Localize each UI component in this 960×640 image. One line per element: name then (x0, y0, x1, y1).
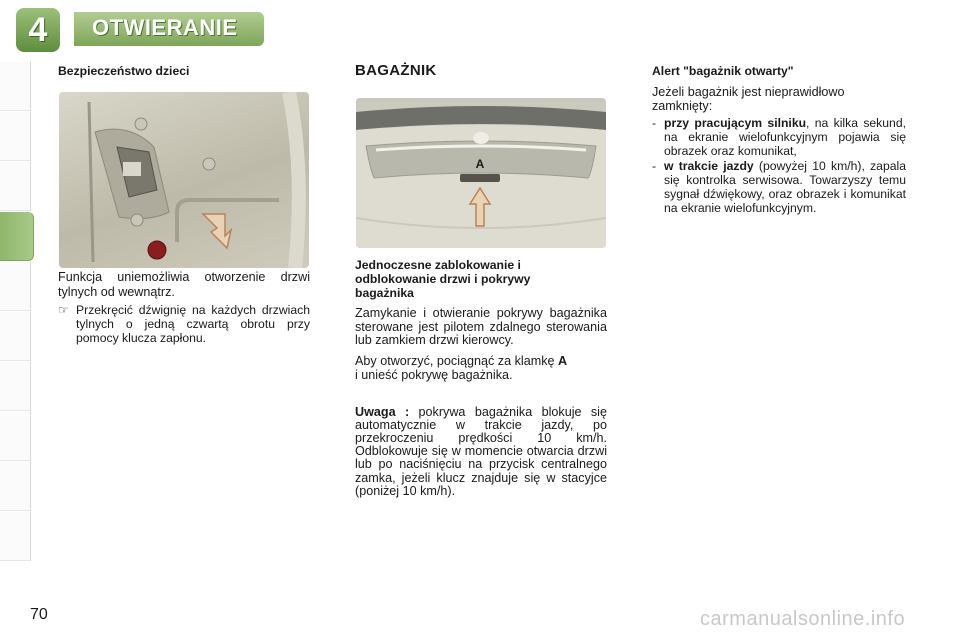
dash-marker: - (652, 159, 657, 173)
page-header (0, 0, 960, 56)
arrow-icon (203, 214, 231, 248)
note-label: Uwaga : (355, 404, 410, 419)
page-title: OTWIERANIE (92, 15, 238, 40)
note-text: pokrywa bagażnika blokuje się automatycznie w trakcie jazdy, po przekroczeniu prędkości 10 km/h. Odblokowuje się w momencie otwarcia drzwi lub po naciśnięciu na przycisk centralnego zamka, jeżeli klucz znajduje się w stacyjce (poniżej 10 km/h). (355, 404, 607, 498)
trunk-illustration (356, 98, 606, 248)
alert-item-driving (652, 159, 906, 215)
trunk-para2 (355, 354, 607, 382)
door-lock-illustration (59, 92, 309, 268)
trunk-para2-pre: Aby otworzyć, pociągnąć za klamkę (355, 353, 558, 368)
child-safety-intro: Funkcja uniemożliwia otworzenie drzwi tylnych od wewnątrz. (58, 270, 310, 299)
trunk-subheading: Jednoczesne zablokowanie i odblokowanie drzwi i pokrywy bagażnika (355, 258, 531, 300)
side-tab[interactable] (0, 462, 31, 511)
alert-item-engine-running (652, 116, 906, 158)
trunk-photo (356, 98, 606, 248)
trunk-para1: Zamykanie i otwieranie pokrywy bagażnika sterowane jest pilotem zdalnego sterowania lub zamkiem drzwi kierowcy. (355, 306, 607, 347)
column-trunk-alert (652, 64, 906, 215)
trunk-para2-post: i unieść pokrywę bagażnika. (355, 367, 513, 382)
child-safety-bullet (58, 303, 310, 345)
trunk-alert-intro: Jeżeli bagażnik jest nieprawidłowo zamknięty: (652, 85, 845, 113)
side-tab[interactable] (0, 312, 31, 361)
dash-marker: - (652, 116, 657, 130)
trunk-heading: BAGAŻNIK (355, 62, 437, 79)
alert-item-bold: w trakcie jazdy (664, 159, 754, 173)
watermark: carmanualsonline.info (700, 608, 906, 630)
chapter-number: 4 (28, 10, 48, 49)
trunk-alert-heading: Alert "bagażnik otwarty" (652, 64, 794, 78)
child-safety-heading: Bezpieczeństwo dzieci (58, 64, 190, 78)
side-tab-active[interactable] (0, 212, 34, 261)
alert-item-text (664, 116, 906, 158)
side-tab[interactable] (0, 112, 31, 161)
door-lock-photo (59, 92, 309, 268)
side-tab[interactable] (0, 512, 31, 561)
handle-label: A (475, 157, 485, 171)
alert-item-bold: przy pracującym silniku (664, 116, 807, 130)
alert-item-body: (powyżej 10 km/h), zapala się kontrolka serwisowa. Towarzyszy temu sygnał dźwiękowy, oraz obrazek i komunikat na ekranie wielofunkcyjnym. (664, 159, 906, 215)
side-tab[interactable] (0, 62, 31, 111)
child-safety-bullet-text: Przekręcić dźwignię na każdych drzwiach tylnych o jedną czwartą obrotu przy pomocy klucza zapłonu. (76, 303, 310, 345)
alert-item-body: , na kilka sekund, na ekranie wielofunkcyjnym pojawia się obrazek oraz komunikat, (664, 116, 906, 158)
side-tab[interactable] (0, 262, 31, 311)
side-tab[interactable] (0, 362, 31, 411)
side-tab[interactable] (0, 412, 31, 461)
handle-label-ref: A (558, 353, 568, 368)
side-tab-rail (0, 62, 34, 582)
side-tab[interactable] (0, 162, 31, 211)
trunk-note (355, 406, 607, 498)
pointing-hand-icon: ☞ (58, 303, 69, 317)
page-number: 70 (30, 606, 48, 623)
chapter-badge (16, 8, 60, 52)
alert-item-text (664, 159, 906, 215)
